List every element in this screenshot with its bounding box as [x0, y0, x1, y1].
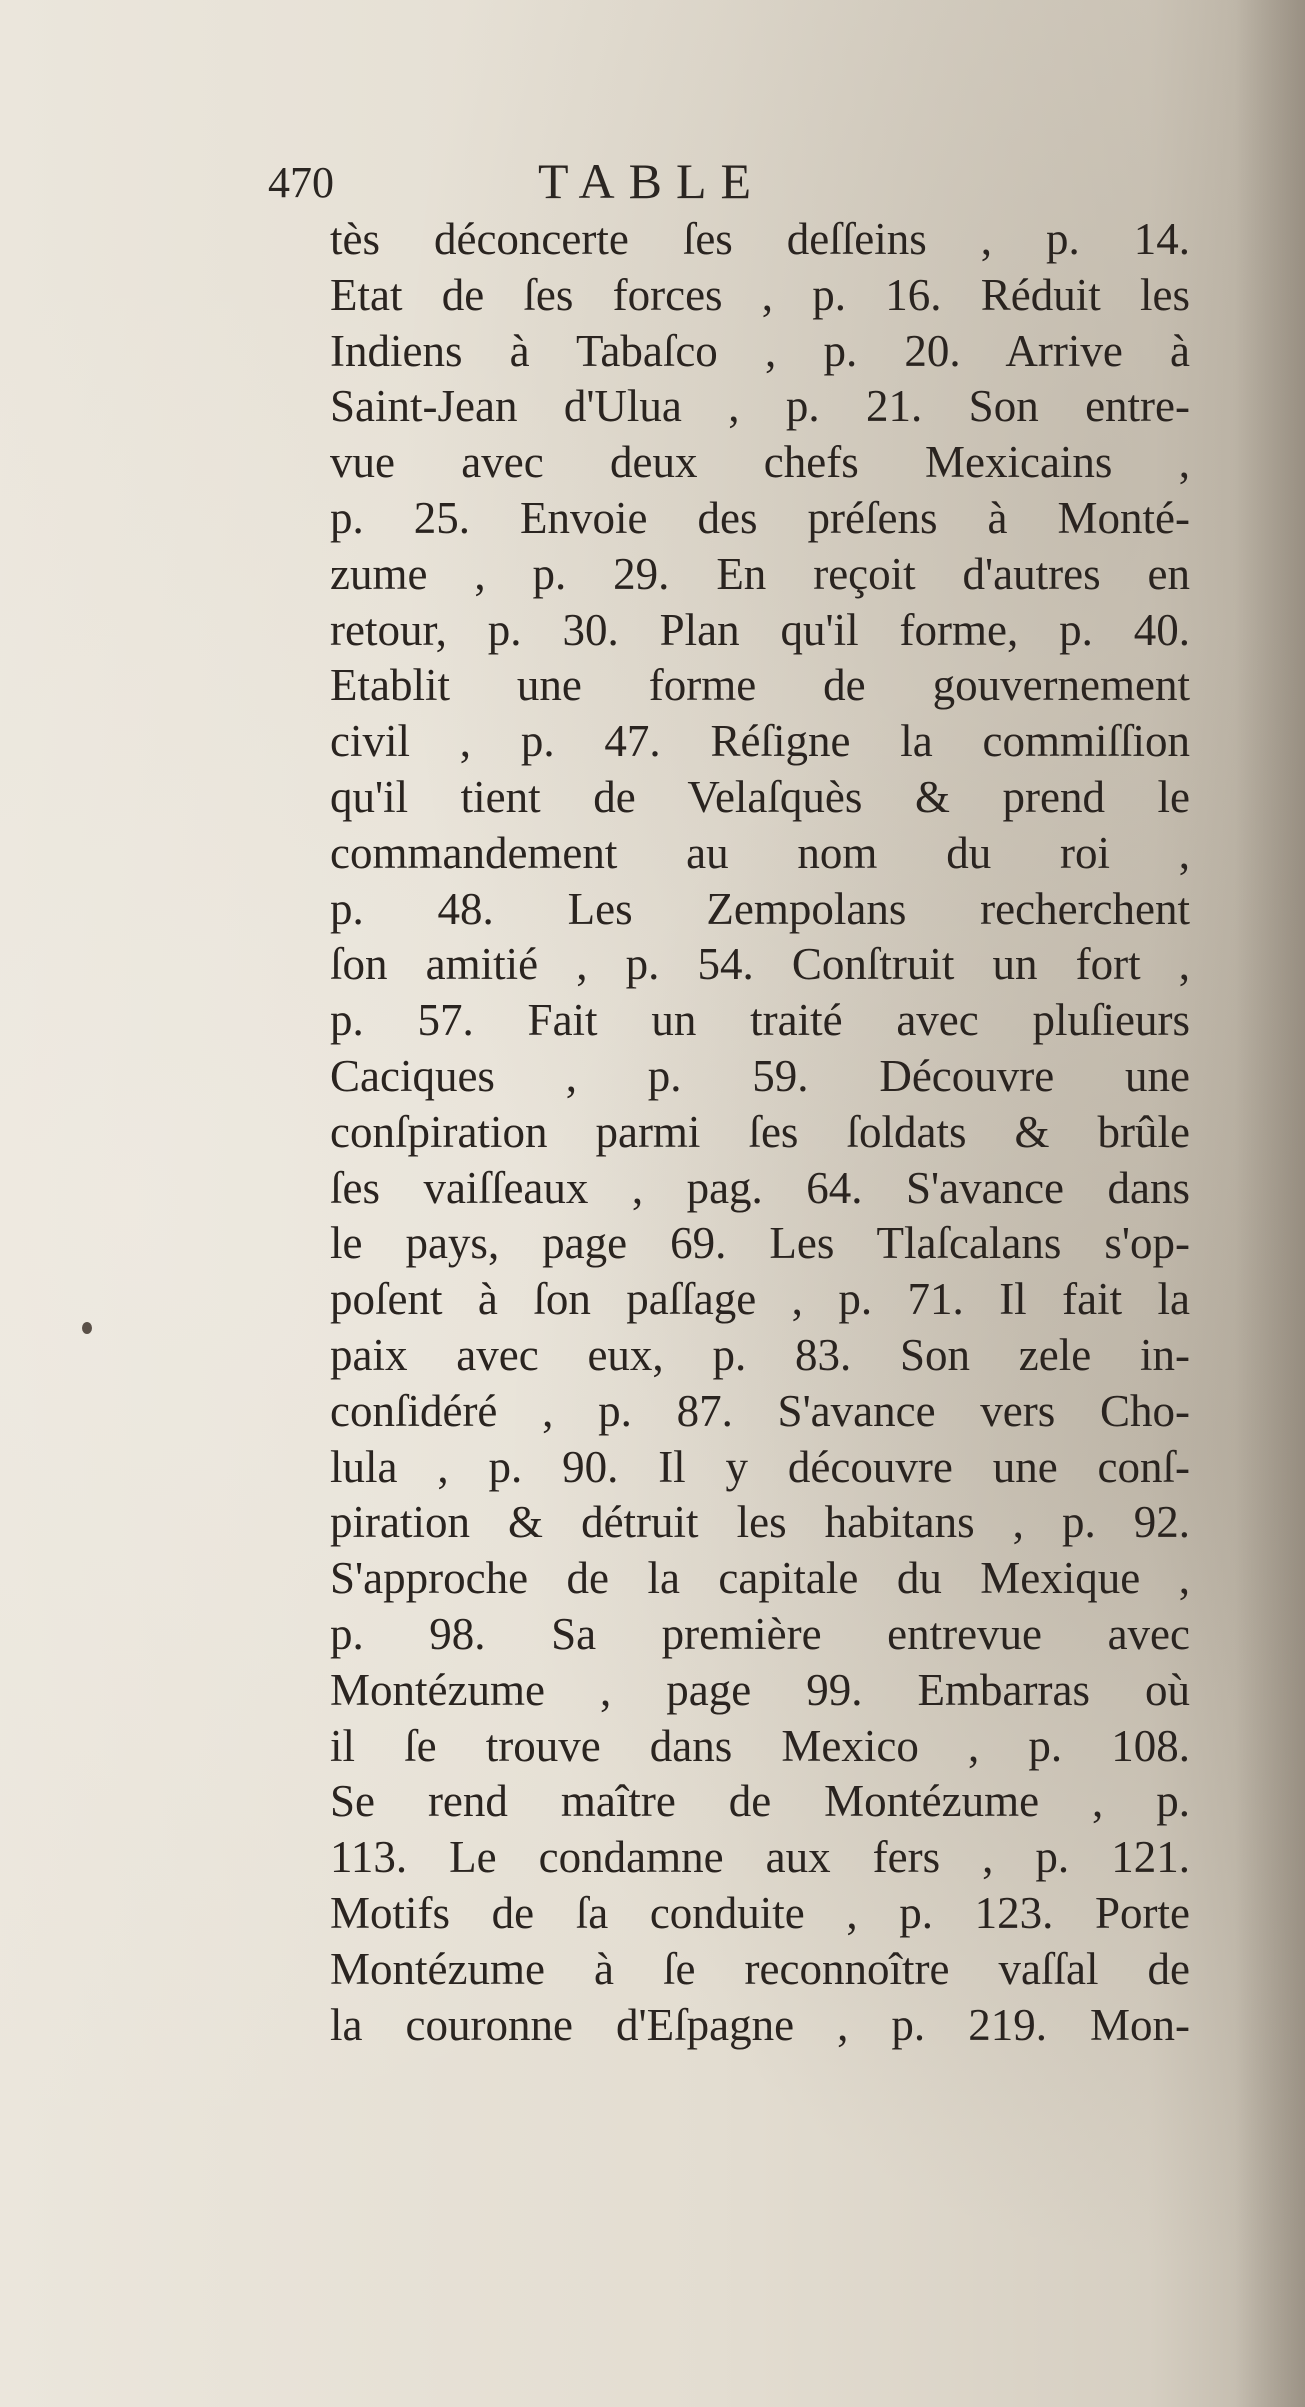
- text-line: p. 98. Sa première entrevue avec: [330, 1608, 1190, 1659]
- text-line: Montézume , page 99. Embarras où: [330, 1664, 1190, 1715]
- text-line: Se rend maître de Montézume , p.: [330, 1776, 1190, 1827]
- text-line: tès déconcerte ſes deſſeins , p. 14.: [330, 214, 1190, 264]
- text-line: ſon amitié , p. 54. Conſtruit un fort ,: [330, 939, 1190, 990]
- ink-speck: [82, 1322, 92, 1334]
- text-line: la couronne d'Eſpagne , p. 219. Mon-: [330, 1999, 1190, 2050]
- text-line: paix avec eux, p. 83. Son zele in-: [330, 1329, 1190, 1380]
- text-line: 113. Le condamne aux fers , p. 121.: [330, 1832, 1190, 1883]
- text-line: Motifs de ſa conduite , p. 123. Porte: [330, 1887, 1190, 1938]
- text-line: lula , p. 90. Il y découvre une conſ-: [330, 1441, 1190, 1492]
- page-header: [268, 150, 868, 210]
- text-line: il ſe trouve dans Mexico , p. 108.: [330, 1720, 1190, 1771]
- text-line: p. 48. Les Zempolans recherchent: [330, 883, 1190, 934]
- text-line: qu'il tient de Velaſquès & prend le: [330, 771, 1190, 822]
- index-text-block: [330, 212, 1190, 2053]
- text-line: piration & détruit les habitans , p. 92.: [330, 1497, 1190, 1548]
- text-line: Etablit une forme de gouvernement: [330, 660, 1190, 711]
- text-line: Montézume à ſe reconnoître vaſſal de: [330, 1943, 1190, 1994]
- text-line: poſent à ſon paſſage , p. 71. Il fait la: [330, 1274, 1190, 1325]
- text-line: Saint-Jean d'Ulua , p. 21. Son entre-: [330, 381, 1190, 432]
- text-line: conſidéré , p. 87. S'avance vers Cho-: [330, 1385, 1190, 1436]
- text-line: p. 57. Fait un traité avec pluſieurs: [330, 995, 1190, 1046]
- text-line: commandement au nom du roi ,: [330, 827, 1190, 878]
- text-line: S'approche de la capitale du Mexique ,: [330, 1553, 1190, 1604]
- text-line: vue avec deux chefs Mexicains ,: [330, 437, 1190, 488]
- text-line: Indiens à Tabaſco , p. 20. Arrive à: [330, 325, 1190, 376]
- page-number: 470: [268, 158, 334, 207]
- text-line: le pays, page 69. Les Tlaſcalans s'op-: [330, 1218, 1190, 1269]
- text-line: Etat de ſes forces , p. 16. Réduit les: [330, 269, 1190, 320]
- text-line: zume , p. 29. En reçoit d'autres en: [330, 548, 1190, 599]
- text-line: ſes vaiſſeaux , pag. 64. S'avance dans: [330, 1162, 1190, 1213]
- text-line: p. 25. Envoie des préſens à Monté-: [330, 492, 1190, 543]
- text-line: civil , p. 47. Réſigne la commiſſion: [330, 716, 1190, 767]
- page-gutter-shadow: [1235, 0, 1305, 2407]
- text-line: conſpiration parmi ſes ſoldats & brûle: [330, 1106, 1190, 1157]
- text-line: retour, p. 30. Plan qu'il forme, p. 40.: [330, 604, 1190, 655]
- text-line: Caciques , p. 59. Découvre une: [330, 1050, 1190, 1101]
- running-title: TABLE: [538, 153, 766, 209]
